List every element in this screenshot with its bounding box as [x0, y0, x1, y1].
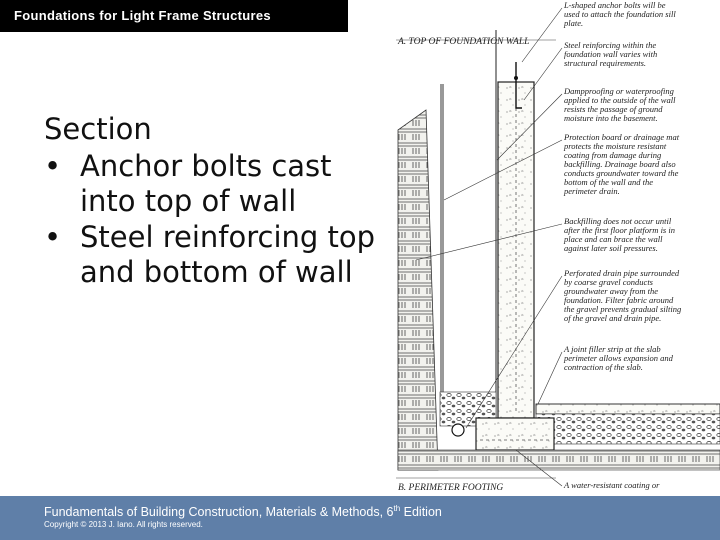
bullet-list [44, 149, 384, 290]
slide-footer [0, 496, 720, 540]
bullet-icon: • [44, 220, 62, 255]
slide-title-bar [0, 0, 348, 32]
slide-title: Foundations for Light Frame Structures [14, 8, 271, 23]
footer-book-title [44, 504, 442, 519]
callout-anchor-bolts: L-shaped anchor bolts will be used to attach the foundation sill plate. [564, 0, 676, 28]
bullet-icon: • [44, 148, 62, 183]
bullet-text: Steel reinforcing top and bottom of wall [80, 220, 376, 290]
book-title-text: Fundamentals of Building Construction, Materials & Methods, 6 [44, 505, 394, 520]
foundation-section-drawing [396, 0, 720, 496]
anchor-bolt-nut [514, 76, 518, 80]
floor-slab [536, 404, 720, 414]
callout-joint-filler: A joint filler strip at the slab perimeter allows expansion and contraction of the slab. [564, 344, 673, 372]
bullet-item [44, 220, 384, 290]
drain-pipe [452, 424, 464, 436]
drawing-svg [396, 0, 720, 496]
callout-protection-board: Protection board or drainage mat protects the moisture resistant coating from damage during backfilling. Drainage board also conducts groundwater toward the bottom of the wall and the perimeter drain. [564, 132, 680, 196]
perimeter-footing [476, 418, 554, 450]
label-perimeter-footing: B. PERIMETER FOOTING [398, 483, 504, 493]
bullet-text: Anchor bolts cast into top of wall [80, 148, 332, 218]
section-heading: Section [44, 112, 152, 146]
callout-drain-pipe: Perforated drain pipe surrounded by coarse gravel conducts groundwater away from the foundation. Filter fabric around the gravel prevents gradual silting of the gravel and drain pipe. [564, 268, 682, 323]
footer-copyright: Copyright © 2013 J. Iano. All rights reserved. [44, 520, 203, 529]
callout-water-resistant: A water-resistant coating or [564, 480, 660, 490]
label-top-of-wall: A. TOP OF FOUNDATION WALL [398, 37, 530, 47]
subsoil [398, 450, 720, 470]
backfill-soil [398, 110, 438, 470]
callout-backfilling: Backfilling does not occur until after the first floor platform is in place and can brace the wall against later soil pressures. [564, 216, 675, 253]
bullet-item [44, 149, 384, 219]
callout-steel-reinforcing: Steel reinforcing within the foundation wall varies with structural requirements. [564, 40, 658, 68]
slide-body [44, 112, 384, 292]
callout-dampproofing: Dampproofing or waterproofing applied to the outside of the wall resists the passage of ground moisture into the basement. [564, 86, 676, 123]
edition-suffix: th [393, 504, 401, 513]
slab-gravel [536, 414, 720, 444]
edition-word: Edition [400, 505, 442, 520]
protection-board [440, 84, 444, 418]
